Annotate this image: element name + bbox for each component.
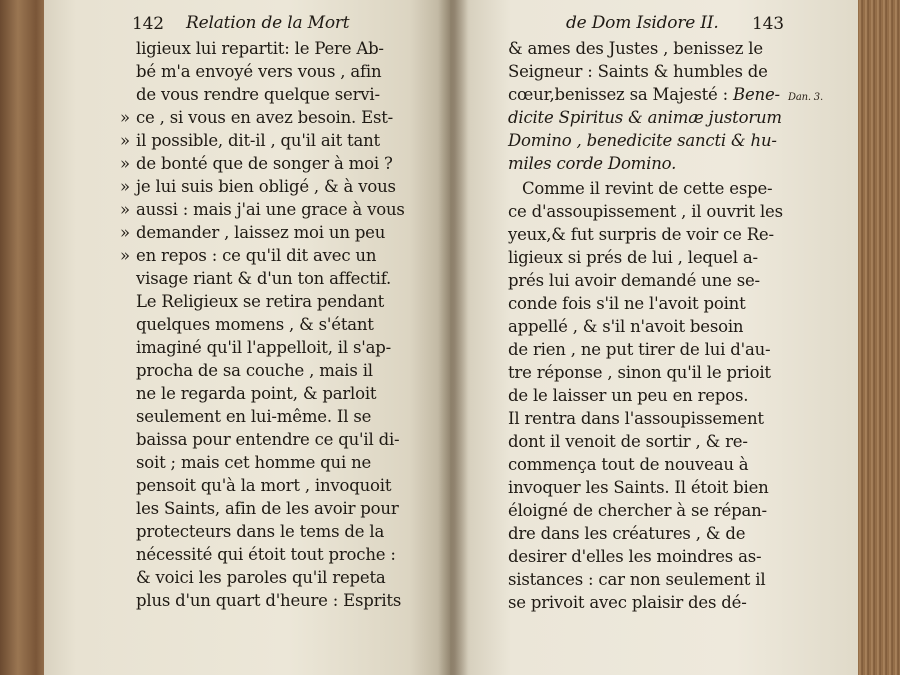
page-edges [858, 0, 900, 675]
book-gutter [438, 0, 468, 675]
quote-mark: » [120, 177, 130, 196]
left-line-15: procha de sa couche , mais il [136, 361, 373, 380]
left-line-3: de vous rendre quelque servi- [136, 85, 380, 104]
right-line-para-1: Comme il revint de cette espe- [522, 179, 773, 198]
left-line-6: de bonté que de songer à moi ? [136, 154, 393, 173]
right-line-para-12: dont il venoit de sortir , & re- [508, 432, 748, 451]
left-line-8: aussi : mais j'ai une grace à vous [136, 200, 405, 219]
left-line-5: il possible, dit-il , qu'il ait tant [136, 131, 380, 150]
right-line-para-2: ce d'assoupissement , il ouvrit les [508, 202, 783, 221]
right-line-1: & ames des Justes , benissez le [508, 39, 763, 58]
quote-mark: » [120, 131, 130, 150]
left-line-7: je lui suis bien obligé , & à vous [136, 177, 396, 196]
right-line-3 [508, 85, 780, 104]
margin-note: Dan. 3. [788, 92, 823, 103]
right-line-para-7: appellé , & s'il n'avoit besoin [508, 317, 744, 336]
right-line-para-6: conde fois s'il ne l'avoit point [508, 294, 746, 313]
right-line-para-16: dre dans les créatures , & de [508, 524, 746, 543]
right-line-para-13: commença tout de nouveau à [508, 455, 749, 474]
left-line-9: demander , laissez moi un peu [136, 223, 386, 242]
left-line-16: ne le regarda point, & parloit [136, 384, 377, 403]
left-line-23: nécessité qui étoit tout proche : [136, 545, 396, 564]
right-line-2: Seigneur : Saints & humbles de [508, 62, 768, 81]
right-page-number: 143 [752, 14, 784, 34]
left-line-20: pensoit qu'à la mort , invoquoit [136, 476, 392, 495]
left-line-22: protecteurs dans le tems de la [136, 522, 385, 541]
quote-mark: » [120, 200, 130, 219]
left-line-17: seulement en lui-même. Il se [136, 407, 372, 426]
quote-mark: » [120, 154, 130, 173]
right-line-para-11: Il rentra dans l'assoupissement [508, 409, 764, 428]
right-line-para-4: ligieux si prés de lui , lequel a- [508, 248, 758, 267]
left-line-14: imaginé qu'il l'appelloit, il s'ap- [136, 338, 391, 357]
quote-mark: » [120, 246, 130, 265]
left-line-11: visage riant & d'un ton affectif. [136, 269, 392, 288]
right-line-para-8: de rien , ne put tirer de lui d'au- [508, 340, 771, 359]
left-line-12: Le Religieux se retira pendant [136, 292, 385, 311]
right-running-head: de Dom Isidore II. [566, 13, 719, 33]
quote-mark: » [120, 108, 130, 127]
right-line-para-17: desirer d'elles les moindres as- [508, 547, 762, 566]
left-line-19: soit ; mais cet homme qui ne [136, 453, 372, 472]
right-line-para-18: sistances : car non seulement il [508, 570, 766, 589]
left-line-2: bé m'a envoyé vers vous , afin [136, 62, 382, 81]
right-line-para-3: yeux,& fut surpris de voir ce Re- [508, 225, 774, 244]
latin-text: Bene- [733, 85, 780, 104]
right-line-3-text: cœur,benissez sa Majesté : [508, 85, 734, 104]
right-line-para-9: tre réponse , sinon qu'il le prioit [508, 363, 771, 382]
left-running-head: Relation de la Mort [186, 13, 350, 33]
latin-line-3: Domino , benedicite sancti & hu- [508, 131, 777, 150]
right-line-para-10: de le laisser un peu en repos. [508, 386, 749, 405]
left-line-4: ce , si vous en avez besoin. Est- [136, 108, 394, 127]
right-line-para-19: se privoit avec plaisir des dé- [508, 593, 747, 612]
quote-mark: » [120, 223, 130, 242]
left-line-24: & voici les paroles qu'il repeta [136, 568, 386, 587]
left-line-21: les Saints, afin de les avoir pour [136, 499, 399, 518]
left-line-13: quelques momens , & s'étant [136, 315, 374, 334]
left-page-number: 142 [132, 14, 164, 34]
latin-line-4: miles corde Domino. [508, 154, 677, 173]
left-line-25: plus d'un quart d'heure : Esprits [136, 591, 402, 610]
right-line-para-14: invoquer les Saints. Il étoit bien [508, 478, 769, 497]
right-line-para-15: éloigné de chercher à se répan- [508, 501, 767, 520]
left-line-18: baissa pour entendre ce qu'il di- [136, 430, 400, 449]
right-line-para-5: prés lui avoir demandé une se- [508, 271, 760, 290]
left-line-10: en repos : ce qu'il dit avec un [136, 246, 377, 265]
left-line-1: ligieux lui repartit: le Pere Ab- [136, 39, 384, 58]
latin-line-2: dicite Spiritus & animæ justorum [508, 108, 782, 127]
